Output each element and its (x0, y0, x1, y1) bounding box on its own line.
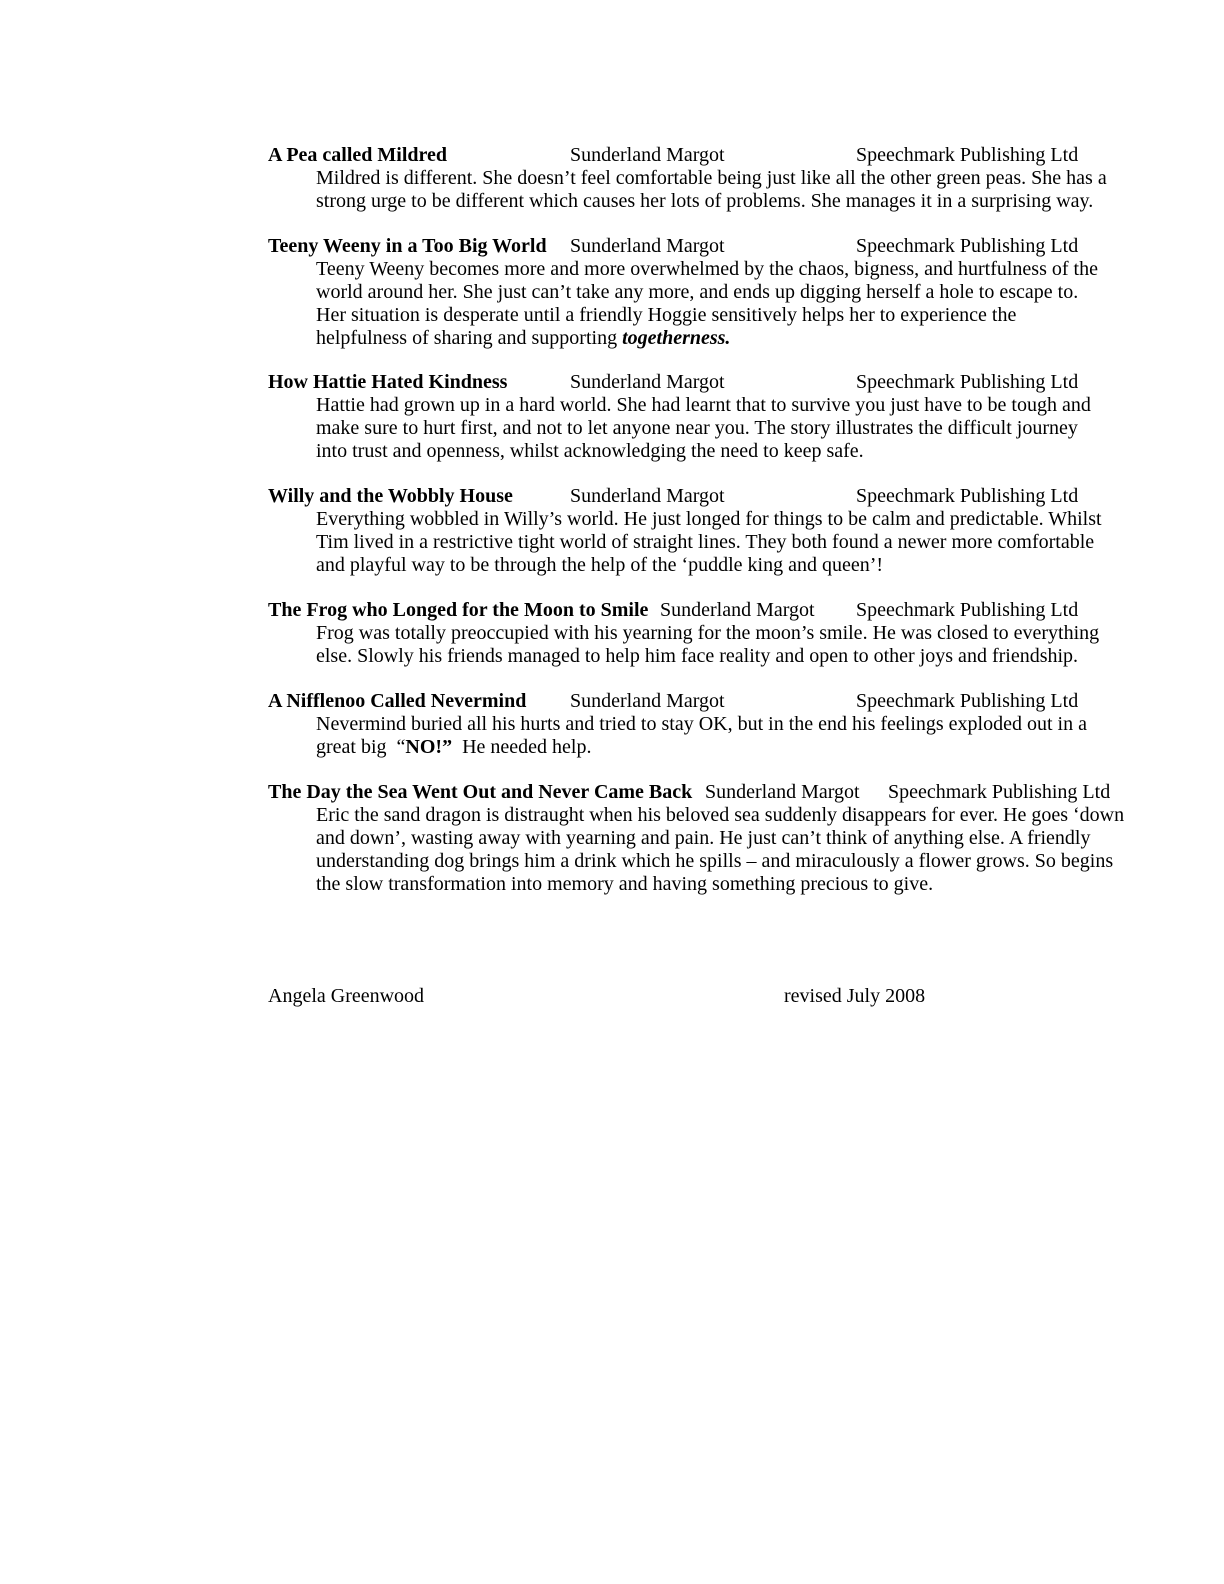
book-description (316, 167, 1107, 213)
description-line (316, 736, 1087, 759)
book-description (316, 258, 1098, 350)
book-author: Sunderland Margot (705, 781, 860, 803)
book-author: Sunderland Margot (660, 599, 815, 621)
emphasis-text: NO!” (405, 736, 453, 758)
book-description (316, 394, 1091, 463)
description-line: Tim lived in a restrictive tight world of straight lines. They both found a newer more comfortable (316, 531, 1095, 553)
book-entry (0, 781, 1224, 895)
book-title: A Nifflenoo Called Nevermind (268, 690, 527, 712)
book-author: Sunderland Margot (570, 235, 725, 257)
book-description (316, 508, 1102, 577)
book-title: Willy and the Wobbly House (268, 485, 513, 507)
book-entry (0, 235, 1224, 349)
description-text: He needed help. (452, 736, 592, 758)
description-text: great big “ (316, 736, 406, 758)
book-description (316, 804, 1124, 896)
description-line: Hattie had grown up in a hard world. She had learnt that to survive you just have to be tough and (316, 394, 1091, 416)
book-publisher: Speechmark Publishing Ltd (856, 371, 1079, 393)
description-line: and playful way to be through the help of the ‘puddle king and queen’! (316, 554, 884, 576)
book-description (316, 622, 1099, 668)
book-publisher: Speechmark Publishing Ltd (856, 599, 1079, 621)
book-author: Sunderland Margot (570, 485, 725, 507)
description-line: Her situation is desperate until a friendly Hoggie sensitively helps her to experience the (316, 304, 1017, 326)
book-title: How Hattie Hated Kindness (268, 371, 508, 393)
book-title: A Pea called Mildred (268, 144, 448, 166)
book-entry (0, 371, 1224, 462)
book-entry (0, 485, 1224, 576)
emphasis-text: togetherness. (622, 327, 731, 349)
description-line: Everything wobbled in Willy’s world. He just longed for things to be calm and predictable. Whilst (316, 508, 1102, 530)
book-title: The Frog who Longed for the Moon to Smile (268, 599, 649, 621)
book-description (316, 713, 1087, 759)
book-author: Sunderland Margot (570, 690, 725, 712)
book-title: Teeny Weeny in a Too Big World (268, 235, 547, 257)
description-line: Eric the sand dragon is distraught when his beloved sea suddenly disappears for ever. He goes ‘down (316, 804, 1125, 826)
description-line: and down’, wasting away with yearning and pain. He just can’t think of anything else. A friendly (316, 827, 1091, 849)
description-line: strong urge to be different which causes her lots of problems. She manages it in a surprising way. (316, 190, 1094, 212)
description-line: world around her. She just can’t take any more, and ends up digging herself a hole to escape to. (316, 281, 1079, 303)
book-publisher: Speechmark Publishing Ltd (856, 144, 1079, 166)
description-line: into trust and openness, whilst acknowledging the need to keep safe. (316, 440, 864, 462)
book-author: Sunderland Margot (570, 371, 725, 393)
book-publisher: Speechmark Publishing Ltd (856, 485, 1079, 507)
book-author: Sunderland Margot (570, 144, 725, 166)
description-line (316, 327, 1098, 350)
description-line: Teeny Weeny becomes more and more overwhelmed by the chaos, bigness, and hurtfulness of the (316, 258, 1098, 280)
book-title: The Day the Sea Went Out and Never Came Back (268, 781, 693, 803)
book-entry (0, 599, 1224, 667)
description-line: understanding dog brings him a drink which he spills – and miraculously a flower grows. So begins (316, 850, 1114, 872)
description-line: the slow transformation into memory and having something precious to give. (316, 873, 934, 895)
book-publisher: Speechmark Publishing Ltd (888, 781, 1111, 803)
description-line: Nevermind buried all his hurts and tried to stay OK, but in the end his feelings exploded out in a (316, 713, 1087, 735)
book-entry (0, 144, 1224, 212)
description-line: make sure to hurt first, and not to let anyone near you. The story illustrates the difficult journey (316, 417, 1078, 439)
description-line: Frog was totally preoccupied with his yearning for the moon’s smile. He was closed to everything (316, 622, 1100, 644)
book-publisher: Speechmark Publishing Ltd (856, 690, 1079, 712)
book-publisher: Speechmark Publishing Ltd (856, 235, 1079, 257)
compiler-name: Angela Greenwood (268, 985, 425, 1007)
description-text: helpfulness of sharing and supporting (316, 327, 623, 349)
revision-date: revised July 2008 (784, 985, 926, 1007)
description-line: else. Slowly his friends managed to help him face reality and open to other joys and friendship. (316, 645, 1079, 667)
book-entry (0, 690, 1224, 758)
description-line: Mildred is different. She doesn’t feel comfortable being just like all the other green peas. She has a (316, 167, 1107, 189)
